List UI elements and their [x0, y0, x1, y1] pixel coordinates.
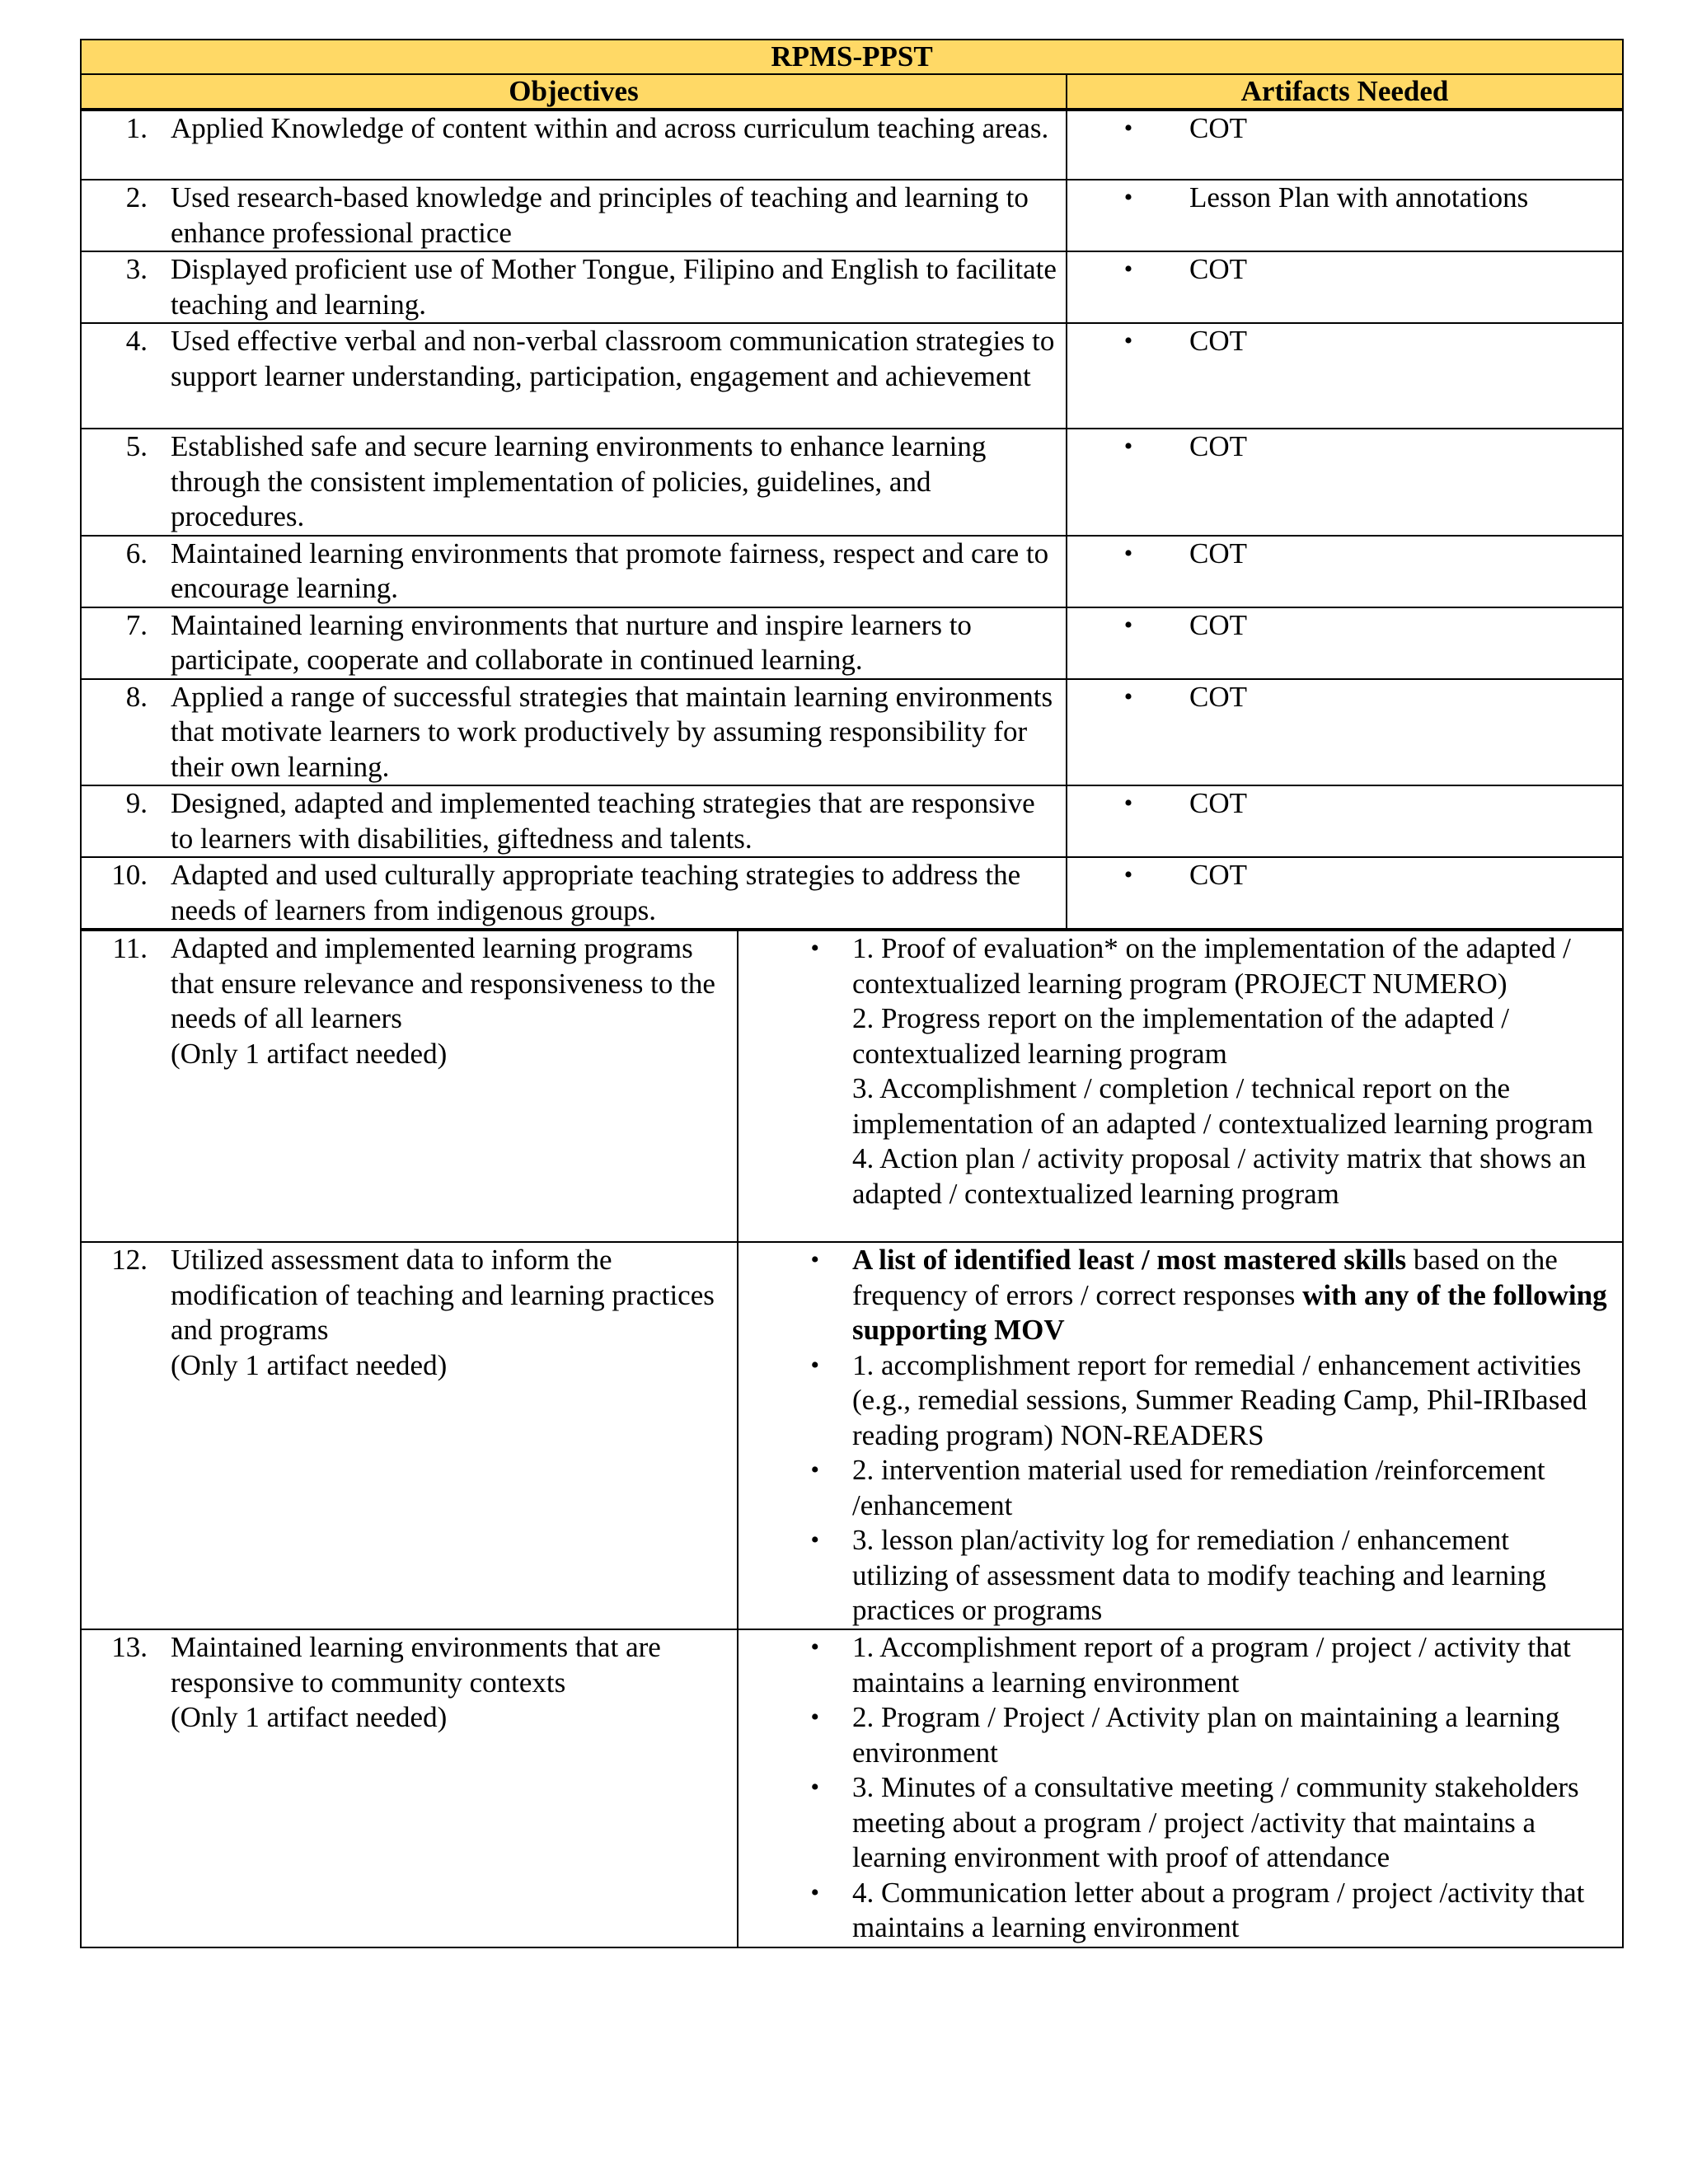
artifact-line: 3. Accomplishment / completion / technical report on the implementation of an adapted / contextualized learning program — [852, 1072, 1593, 1140]
bullet-icon: • — [810, 1526, 819, 1554]
objective-number: 1. — [125, 112, 148, 144]
objective-number: 12. — [111, 1244, 148, 1276]
table-row-4 — [81, 323, 1623, 429]
table-row-8 — [81, 679, 1623, 786]
bullet-icon: • — [810, 1633, 819, 1661]
artifact-line: 4. Action plan / activity proposal / activity matrix that shows an adapted / contextualized learning program — [852, 1142, 1587, 1210]
objective-number: 11. — [112, 932, 148, 964]
list-item — [738, 931, 1622, 1212]
objective-number: 2. — [125, 181, 148, 213]
artifact-text: COT — [1189, 325, 1247, 357]
objective-text: Adapted and used culturally appropriate teaching strategies to address the needs of learners from indigenous groups. — [171, 859, 1021, 926]
list-item — [738, 1243, 1622, 1348]
bullet-icon: • — [810, 1774, 819, 1801]
bullet-icon: • — [810, 1351, 819, 1379]
objective-number: 8. — [125, 680, 148, 713]
list-item — [738, 1876, 1622, 1946]
table-row-1 — [81, 110, 1623, 180]
artifact-line: 1. accomplishment report for remedial / enhancement activities (e.g., remedial sessions, Summer Reading Camp, Phil-IRIbased reading program) NON-READERS — [852, 1348, 1587, 1451]
objective-text: Maintained learning environments that are responsive to community contexts — [171, 1631, 661, 1699]
table-row-7 — [81, 607, 1623, 679]
list-item — [738, 1453, 1622, 1523]
objective-text: Designed, adapted and implemented teaching strategies that are responsive to learners with disabilities, giftedness and talents. — [171, 787, 1035, 855]
table-row-5 — [81, 429, 1623, 536]
artifact-line: 1. Accomplishment report of a program / project / activity that maintains a learning environment — [852, 1631, 1571, 1699]
title-row — [81, 40, 1623, 74]
artifact-line: 2. intervention material used for remediation /reinforcement /enhancement — [852, 1454, 1545, 1521]
header-row — [81, 74, 1623, 109]
table-row-13 — [81, 1629, 1623, 1947]
bullet-icon: • — [810, 935, 819, 962]
bullet-icon: • — [1123, 255, 1133, 283]
bullet-icon: • — [810, 1704, 819, 1731]
objective-text: Maintained learning environments that promote fairness, respect and care to encourage learning. — [171, 537, 1049, 604]
artifact-line: 1. Proof of evaluation* on the implementation of the adapted / contextualized learning program (PROJECT NUMERO) — [852, 932, 1571, 1000]
objective-text: Applied a range of successful strategies that maintain learning environments that motivate learners to work productively by assuming responsibility for their own learning. — [171, 680, 1053, 783]
artifact-text: COT — [1189, 787, 1247, 819]
objective-number: 7. — [125, 608, 148, 641]
objective-number: 3. — [125, 253, 148, 285]
list-item — [738, 1630, 1622, 1700]
objective-note: (Only 1 artifact needed) — [171, 1348, 448, 1381]
artifact-text: COT — [1189, 859, 1247, 891]
objective-text: Maintained learning environments that nurture and inspire learners to participate, cooperate and collaborate in continued learning. — [171, 608, 972, 676]
objectives-header: Objectives — [81, 74, 1067, 109]
bullet-icon: • — [810, 1456, 819, 1483]
artifact-text: Lesson Plan with annotations — [1189, 181, 1529, 213]
table-row-9 — [81, 785, 1623, 857]
artifact-line: 3. lesson plan/activity log for remediation / enhancement utilizing of assessment data to modify teaching and learning practices or programs — [852, 1524, 1546, 1626]
artifacts-header: Artifacts Needed — [1067, 74, 1623, 109]
bullet-icon: • — [810, 1878, 819, 1906]
bullet-icon: • — [1123, 790, 1133, 817]
table-row-11 — [81, 930, 1623, 1242]
artifact-text: COT — [1189, 112, 1247, 144]
list-item — [738, 1523, 1622, 1629]
table-row-3 — [81, 251, 1623, 323]
objective-text: Displayed proficient use of Mother Tongue, Filipino and English to facilitate teaching and learning. — [171, 253, 1057, 321]
table-title: RPMS-PPST — [81, 40, 1623, 74]
bullet-icon: • — [1123, 327, 1133, 354]
simple-rows — [80, 110, 1624, 930]
artifact-line: 4. Communication letter about a program / project /activity that maintains a learning environment — [852, 1876, 1585, 1943]
objective-note: (Only 1 artifact needed) — [171, 1037, 448, 1070]
objective-number: 6. — [125, 537, 148, 569]
objective-number: 13. — [111, 1631, 148, 1663]
table-row-10 — [81, 857, 1623, 929]
list-item — [738, 1348, 1622, 1454]
objective-text: Utilized assessment data to inform the modification of teaching and learning practices and programs — [171, 1244, 715, 1346]
artifact-text: COT — [1189, 537, 1247, 569]
bullet-icon: • — [1123, 682, 1133, 710]
objective-text: Applied Knowledge of content within and across curriculum teaching areas. — [171, 112, 1049, 144]
bullet-icon: • — [1123, 184, 1133, 211]
table-row-2 — [81, 180, 1623, 251]
objective-number: 9. — [125, 787, 148, 819]
artifact-line: 3. Minutes of a consultative meeting / community stakeholders meeting about a program / project /activity that maintains a learning environment with proof of attendance — [852, 1771, 1579, 1873]
bullet-icon: • — [1123, 433, 1133, 460]
bullet-icon: • — [1123, 115, 1133, 142]
bullet-icon: • — [1123, 611, 1133, 639]
objective-number: 10. — [111, 859, 148, 891]
artifact-text: COT — [1189, 430, 1247, 462]
bullet-icon: • — [1123, 539, 1133, 567]
artifact-text: COT — [1189, 680, 1247, 713]
bullet-icon: • — [1123, 861, 1133, 888]
artifact-text: COT — [1189, 608, 1247, 641]
rpms-table — [80, 39, 1624, 110]
bullet-icon: • — [810, 1246, 819, 1273]
objective-text: Adapted and implemented learning programs that ensure relevance and responsiveness to the needs of all learners — [171, 932, 715, 1034]
objective-number: 5. — [125, 430, 148, 462]
artifact-line: 2. Program / Project / Activity plan on maintaining a learning environment — [852, 1701, 1560, 1769]
complex-rows — [80, 930, 1624, 1948]
artifact-text: COT — [1189, 253, 1247, 285]
list-item — [738, 1770, 1622, 1876]
objective-number: 4. — [125, 325, 148, 357]
table-row-12 — [81, 1242, 1623, 1629]
objective-text: Established safe and secure learning environments to enhance learning through the consistent implementation of policies, guidelines, and procedures. — [171, 430, 987, 532]
objective-text: Used research-based knowledge and principles of teaching and learning to enhance professional practice — [171, 181, 1029, 249]
objective-note: (Only 1 artifact needed) — [171, 1701, 448, 1733]
list-item — [738, 1700, 1622, 1770]
artifact-line: 2. Progress report on the implementation of the adapted / contextualized learning program — [852, 1002, 1510, 1070]
table-row-6 — [81, 536, 1623, 607]
rpms-document — [80, 39, 1622, 1948]
objective-text: Used effective verbal and non-verbal classroom communication strategies to support learner understanding, participation, engagement and achievement — [171, 325, 1055, 392]
artifact-line: A list of identified least / most mastered skills based on the frequency of errors / correct responses with any of the following supporting MOV — [852, 1244, 1607, 1346]
